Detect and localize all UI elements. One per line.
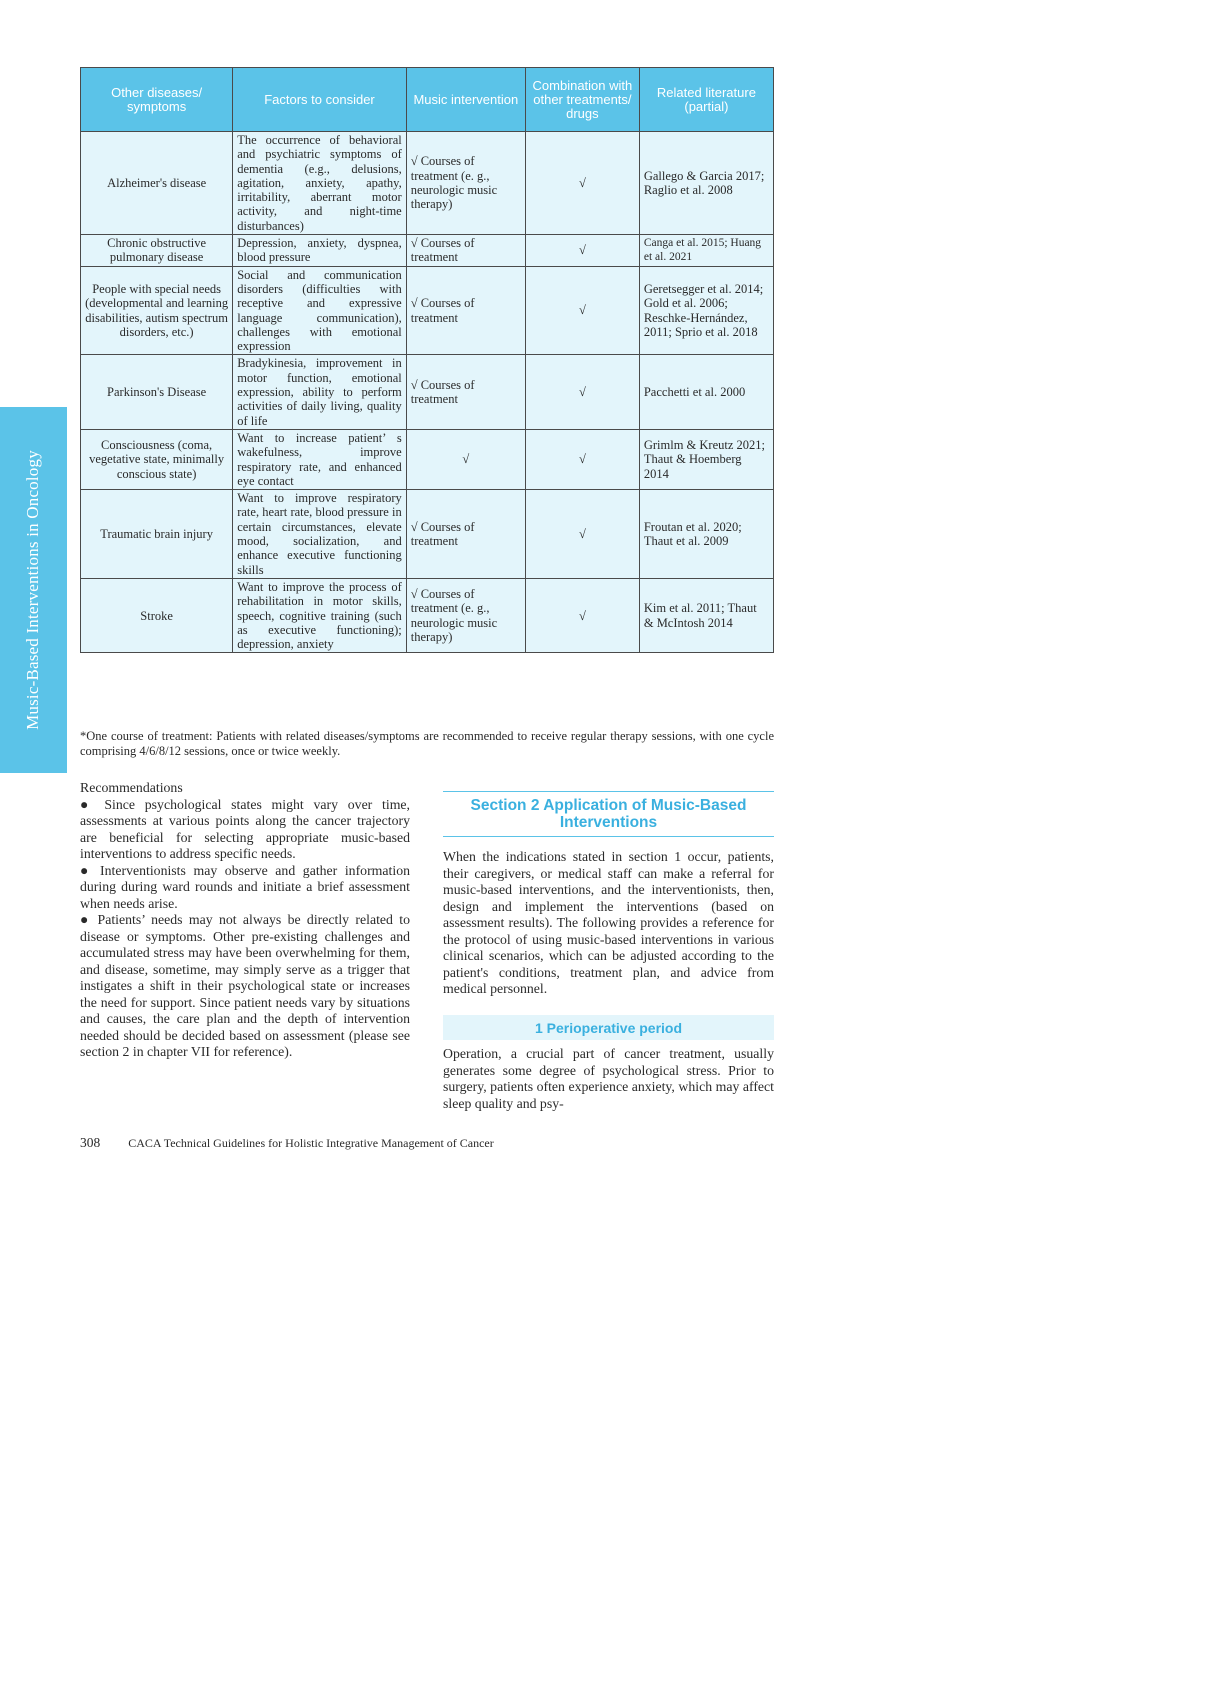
cell-literature: Froutan et al. 2020; Thaut et al. 2009 (639, 490, 773, 579)
cell-literature: Gallego & Garcia 2017; Raglio et al. 2008 (639, 132, 773, 235)
cell-literature: Pacchetti et al. 2000 (639, 355, 773, 429)
table-footnote: *One course of treatment: Patients with related diseases/symptoms are recommended to receive regular therapy sessions, with one cycle comprising 4/6/8/12 sessions, once or twice weekly. (80, 729, 774, 758)
section-title: Section 2 Application of Music-Based Interventions (470, 797, 747, 831)
cell-disease: Alzheimer's disease (81, 132, 233, 235)
cell-combination: √ (525, 235, 639, 267)
table-row (81, 235, 774, 267)
cell-combination: √ (525, 132, 639, 235)
book-title: CACA Technical Guidelines for Holistic Integrative Management of Cancer (128, 1136, 494, 1150)
cell-music: √ Courses of treatment (406, 266, 525, 355)
cell-factors: Depression, anxiety, dyspnea, blood pressure (233, 235, 407, 267)
subsection-heading-box (443, 1015, 774, 1040)
cell-disease: Parkinson's Disease (81, 355, 233, 429)
cell-literature: Kim et al. 2011; Thaut & McIntosh 2014 (639, 578, 773, 652)
section-paragraph: When the indications stated in section 1 occur, patients, their caregivers, or medical staff can make a referral for music-based interventions, and the interventionists, then, design and implement the interventions (based on assessment results). The following provides a reference for the protocol of using music-based interventions in various clinical scenarios, which can be adjusted according to the patient's conditions, treatment plan, and advice from medical personnel. (443, 849, 774, 996)
cell-music: √ Courses of treatment (406, 355, 525, 429)
side-tab-label: Music-Based Interventions in Oncology (23, 450, 42, 730)
header-factors: Factors to consider (233, 68, 407, 132)
cell-literature: Grimlm & Kreutz 2021; Thaut & Hoemberg 2014 (639, 429, 773, 489)
cell-music: √ Courses of treatment (e. g., neurologic music therapy) (406, 578, 525, 652)
table-row (81, 429, 774, 489)
cell-disease: Traumatic brain injury (81, 490, 233, 579)
recommendation-bullet: ● Interventionists may observe and gather information during during ward rounds and initiate a brief assessment when needs arise. (80, 862, 410, 911)
header-diseases: Other diseases/ symptoms (81, 68, 233, 132)
cell-factors: Social and communication disorders (difficulties with receptive and expressive language communication), challenges with emotional expression (233, 266, 407, 355)
recommendation-bullet: ● Since psychological states might vary over time, assessments at various points along the cancer trajectory are beneficial for selecting appropriate music-based interventions to address specific needs. (80, 796, 410, 861)
table-header-row (81, 68, 774, 132)
section-heading-box (443, 791, 774, 837)
cell-factors: Want to increase patient’ s wakefulness, improve respiratory rate, and enhanced eye contact (233, 429, 407, 489)
recommendations-column (80, 780, 410, 1061)
cell-literature: Canga et al. 2015; Huang et al. 2021 (639, 235, 773, 267)
cell-combination: √ (525, 429, 639, 489)
recommendation-bullet: ● Patients’ needs may not always be directly related to disease or symptoms. Other pre-existing challenges and accumulated stress may have been overwhelming for them, and disease, sometime, may simply serve as a trigger that instigates a shift in their psychological state or increases the need for support. Since patient needs vary by situations and causes, the care plan and the depth of intervention needed should be decided based on assessment (please see section 2 in chapter VII for reference). (80, 912, 410, 1059)
cell-disease: Chronic obstructive pulmonary disease (81, 235, 233, 267)
cell-disease: People with special needs (developmental and learning disabilities, autism spectrum disorders, etc.) (81, 266, 233, 355)
side-tab (0, 407, 67, 773)
header-combination: Combination with other treatments/ drugs (525, 68, 639, 132)
cell-literature: Geretsegger et al. 2014; Gold et al. 2006; Reschke-Hernández, 2011; Sprio et al. 2018 (639, 266, 773, 355)
cell-music: √ Courses of treatment (406, 490, 525, 579)
cell-music: √ (406, 429, 525, 489)
cell-combination: √ (525, 578, 639, 652)
cell-music: √ Courses of treatment (406, 235, 525, 267)
interventions-table (80, 67, 774, 653)
cell-disease: Stroke (81, 578, 233, 652)
header-literature: Related literature (partial) (639, 68, 773, 132)
cell-combination: √ (525, 355, 639, 429)
cell-factors: Bradykinesia, improvement in motor function, emotional expression, ability to perform activities of daily living, quality of life (233, 355, 407, 429)
cell-combination: √ (525, 490, 639, 579)
header-music: Music intervention (406, 68, 525, 132)
cell-factors: Want to improve respiratory rate, heart rate, blood pressure in certain circumstances, elevate mood, socialization, and enhance executive functioning skills (233, 490, 407, 579)
table-row (81, 355, 774, 429)
cell-factors: Want to improve the process of rehabilitation in motor skills, speech, cognitive training (such as executive functioning); depression, anxiety (233, 578, 407, 652)
cell-music: √ Courses of treatment (e. g., neurologic music therapy) (406, 132, 525, 235)
subsection-title: 1 Perioperative period (534, 1019, 683, 1036)
table-row (81, 132, 774, 235)
table-row (81, 266, 774, 355)
cell-factors: The occurrence of behavioral and psychiatric symptoms of dementia (e.g., delusions, agitation, anxiety, apathy, irritability, aberrant motor activity, and night-time disturbances) (233, 132, 407, 235)
recommendations-heading: Recommendations (80, 780, 183, 795)
table-row (81, 578, 774, 652)
subsection-paragraph: Operation, a crucial part of cancer treatment, usually generates some degree of psychological stress. Prior to surgery, patients often experience anxiety, which may affect sleep quality and psy- (443, 1046, 774, 1111)
page-footer (80, 1135, 494, 1151)
cell-combination: √ (525, 266, 639, 355)
table-row (81, 490, 774, 579)
page-number: 308 (80, 1135, 101, 1150)
cell-disease: Consciousness (coma, vegetative state, minimally conscious state) (81, 429, 233, 489)
